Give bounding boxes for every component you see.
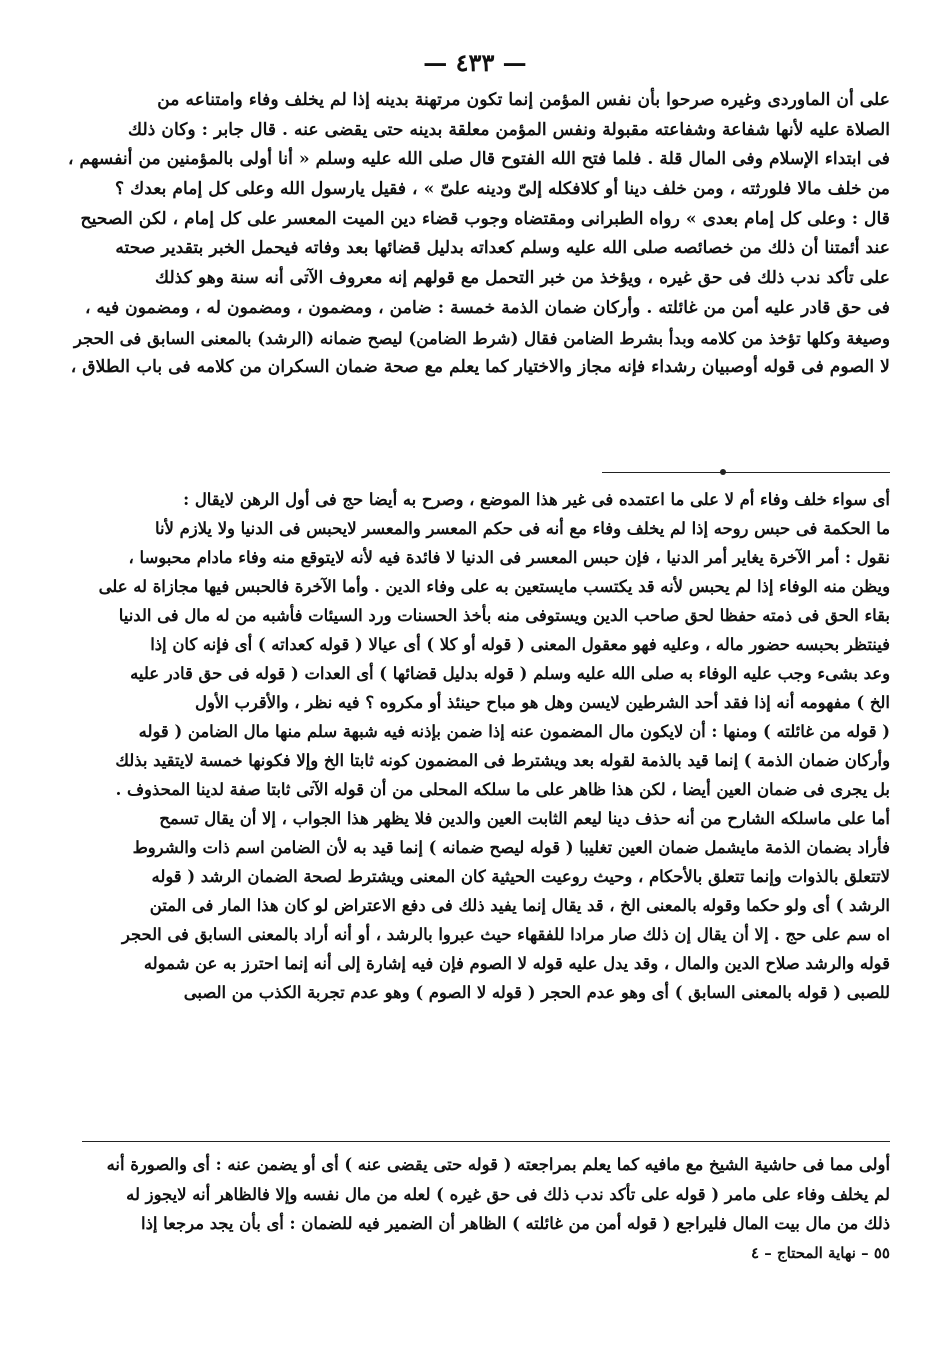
commentary-line: وعد بشىء وجب عليه الوفاء به صلى الله عليه وسلم ( قوله بدليل قضائها ) أى العدات ( قوله فى حق قادر عليه — [130, 664, 890, 683]
main-line: الصلاة عليه لأنها شفاعة وشفاعته مقبولة ونفس المؤمن معلقة بدينه حتى يقضى عنه . قال جابر : وكان ذلك — [128, 119, 890, 140]
commentary-line: لاتتعلق بالذوات وإنما تتعلق بالأحكام ، وحيث روعيت الحيثية كان المعنى ويشترط لصحة الضمان الرشد ( قوله — [151, 867, 890, 886]
footnote-divider — [82, 1141, 890, 1142]
main-text — [62, 86, 890, 383]
main-line: فى حق قادر عليه أمن من غائلته . وأركان ضمان الذمة خمسة : ضامن ، ومضمون ، ومضمون له ، ومضمون فيه ، — [85, 297, 890, 318]
footnotes-text — [62, 1150, 890, 1239]
commentary-line: ويظن منه الوفاء إذا لم يحبس لأنه قد يكتسب مايستعين به على وفاء الدين . وأما الآخرة فالحبس فيها مجازاة له على — [98, 577, 890, 596]
divider-dot — [720, 469, 726, 475]
main-line: من خلف مالا فلورثته ، ومن خلف دينا أو كلافكله إلىّ ودينه علىّ » ، فقيل يارسول الله وعلى كل إمام بعدك ؟ — [115, 179, 890, 200]
main-line: قال : وعلى كل إمام بعدى » رواه الطبرانى ومقتضاه وجوب قضاء دين الميت المعسر على كل إمام ، لكن الصحيح — [80, 208, 890, 229]
footnote-line: لم يخلف وفاء على مامر ( قوله على تأكد ندب ذلك فى حق غيره ) لعله من مال نفسه وإلا فالظاهر أنه لايجوز له — [126, 1184, 890, 1204]
main-line: على تأكد ندب ذلك فى حق غيره ، ويؤخذ من خبر التحمل مع قولهم إنه معروف الآتى أنه سنة وهو كذلك — [154, 268, 890, 289]
commentary-line: أما على ماسلكه الشارح من أنه حذف دينا ليعم الثابت العين والدين فلا يظهر هذا الجواب ، إلا أن يقال تسمح — [159, 809, 890, 828]
commentary-line: الخ ) مفهومه أنه إذا فقد أحد الشرطين لايسن وهل هو مباح حينئذ أو مكروه ؟ فيه نظر ، والأقرب الأول — [195, 693, 890, 712]
footnote-line: أولى مما فى حاشية الشيخ مع مافيه كما يعلم بمراجعته ( قوله حتى يقضى عنه ) أى أو يضمن عنه : أى والصورة أنه — [106, 1155, 890, 1174]
commentary-line: أى سواء خلف وفاء أم لا على ما اعتمده فى غير هذا الموضع ، وصرح به أيضا حج فى أول الرهن لايقال : — [183, 490, 890, 509]
commentary-line: الرشد ) أى ولو حكما وقوله بالمعنى الخ ، قد يقال إنما يفيد ذلك فى دفع الاعتراض لو كان هذا المار فى المتن — [149, 896, 890, 915]
main-line: عند أئمتنا أن ذلك من خصائصه صلى الله عليه وسلم كعداته بدليل قضائها بعد وفاته فيحمل الخبر بتقدير صحته — [115, 238, 890, 259]
commentary-line: بل يجرى فى ضمان العين أيضا ، لكن هذا ظاهر على ما سلكه المحلى من أن قوله الآتى ثابتا صفة لدينا المحذوف . — [115, 780, 890, 799]
commentary-line: بقاء الحق فى ذمته حفظا لحق صاحب الدين ويستوفى منه بأخذ الحسنات ورد السيئات فأشبه من له مال فى الدنيا — [118, 606, 890, 625]
main-line: على أن الماوردى وغيره صرحوا بأن نفس المؤمن إنما تكون مرتهنة بدينه إذا لم يخلف وفاء وامتناعه من — [157, 90, 890, 110]
commentary-line: اه سم على حج . إلا أن يقال إن ذلك صار مرادا للفقهاء حيث عبروا بالرشد ، أو أنه أراد بالمعنى السابق فى الحجر — [121, 925, 890, 944]
commentary-line: ما الحكمة فى حبس روحه إذا لم يخلف وفاء مع أنه فى حكم المعسر والمعسر لايحبس فى الدنيا ولا يلازم لأنا — [154, 519, 890, 538]
commentary-line: للصبى ( قوله بالمعنى السابق ) أى وهو عدم الحجر ( قوله لا الصوم ) وهو عدم تجربة الكذب من الصبى — [183, 983, 890, 1002]
main-line: لا الصوم فى قوله أوصبيان رشداء فإنه مجاز والاختيار كما يعلم مع صحة ضمان السكران من كلامه فى باب الطلاق ، — [70, 357, 890, 378]
main-line: فى ابتداء الإسلام وفى المال قلة . فلما فتح الله الفتوح قال صلى الله عليه وسلم « أنا أولى بالمؤمنين من أنفسهم ، — [67, 149, 890, 170]
commentary-line: قوله والرشد صلاح الدين والمال ، وقد يدل عليه قوله لا الصوم فإن فيه إشارة إلى أنه إنما احترز به عن شموله — [143, 954, 890, 973]
footnote-line: ذلك من مال بيت المال فليراجع ( قوله أمن من غائلته ) الظاهر أن الضمير فيه للضمان : أى بأن يجد مرجعا إذا — [141, 1214, 890, 1234]
page-number: — ٤٣٣ — — [423, 48, 527, 77]
commentary-line: فينتظر بحبسه حضور ماله ، وعليه فهو معقول المعنى ( قوله أو كلا ) أى عيالا ( قوله كعداته ) أى فإنه كان إذا — [150, 635, 890, 654]
main-line: وصيغة وكلها تؤخذ من كلامه وبدأ بشرط الضامن فقال (شرط الضامن) ليصح ضمانه (الرشد) بالمعنى السابق فى الحجر — [73, 327, 890, 348]
commentary-line: نقول : أمر الآخرة يغاير أمر الدنيا ، فإن حبس المعسر فى الدنيا لا فائدة فيه لأنه لايتوقع منه وفاء مادام محبوسا ، — [128, 548, 890, 567]
commentary-line: فأراد بضمان الذمة مايشمل ضمان العين تغليبا ( قوله ليصح ضمانه ) إنما قيد به لأن الضامن اسم ذات والشروط — [132, 838, 890, 857]
commentary-line: ( قوله من غائلته ) ومنها : أن لايكون مال المضمون عنه إذا ضمن بإذنه فيه شبهة سلم منها مال الضامن ( قوله — [138, 722, 890, 741]
commentary-line: وأركان ضمان الذمة ) إنما قيد بالذمة لقوله بعد ويشترط فى المضمون كونه ثابتا الخ وإلا فكونها خمسة لايتقيد بذلك — [115, 751, 890, 770]
page-footer: ٥٥ – نهاية المحتاج – ٤ — [750, 1244, 890, 1262]
commentary-text — [62, 485, 890, 1007]
section-divider — [602, 472, 890, 473]
